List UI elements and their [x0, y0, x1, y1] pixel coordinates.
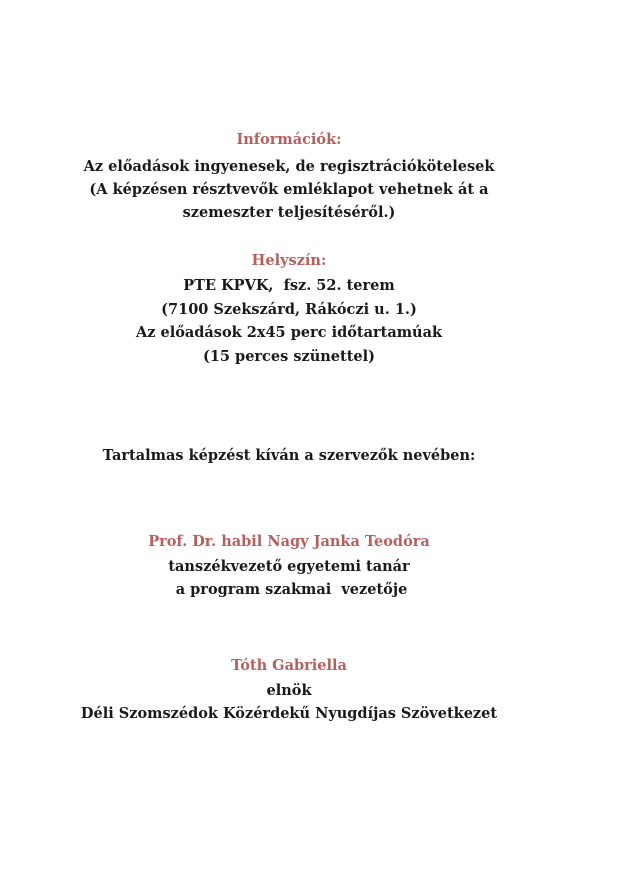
location-heading: Helyszín: [251, 252, 327, 269]
location-line-4: (15 perces szünettel) [202, 348, 376, 365]
location-line-2: (7100 Szekszárd, Rákóczi u. 1.) [161, 301, 417, 318]
organizer-1-title-1: tanszékvezető egyetemi tanár [168, 558, 410, 575]
info-line-1: Az előadások ingyenesek, de regisztrációkötelesek [83, 158, 495, 175]
organizer-2-title-2: Déli Szomszédok Közérdekű Nyugdíjas Szövetkezet [80, 705, 498, 722]
organizer-2-title-1: elnök [266, 682, 312, 699]
location-line-3: Az előadások 2x45 perc időtartamúak [135, 324, 443, 341]
location-line-1: PTE KPVK, fsz. 52. terem [183, 277, 395, 294]
organizer-1-name: Prof. Dr. habil Nagy Janka Teodóra [148, 533, 430, 550]
info-heading: Információk: [236, 131, 342, 148]
info-line-3: szemeszter teljesítéséről.) [182, 204, 396, 221]
organizer-2-name: Tóth Gabriella [231, 657, 347, 674]
greeting-line: Tartalmas képzést kíván a szervezők nevében: [102, 447, 476, 464]
info-line-2: (A képzésen résztvevők emléklapot vehetnek át a [89, 181, 489, 198]
organizer-1-title-2: a program szakmai vezetője [170, 581, 408, 598]
